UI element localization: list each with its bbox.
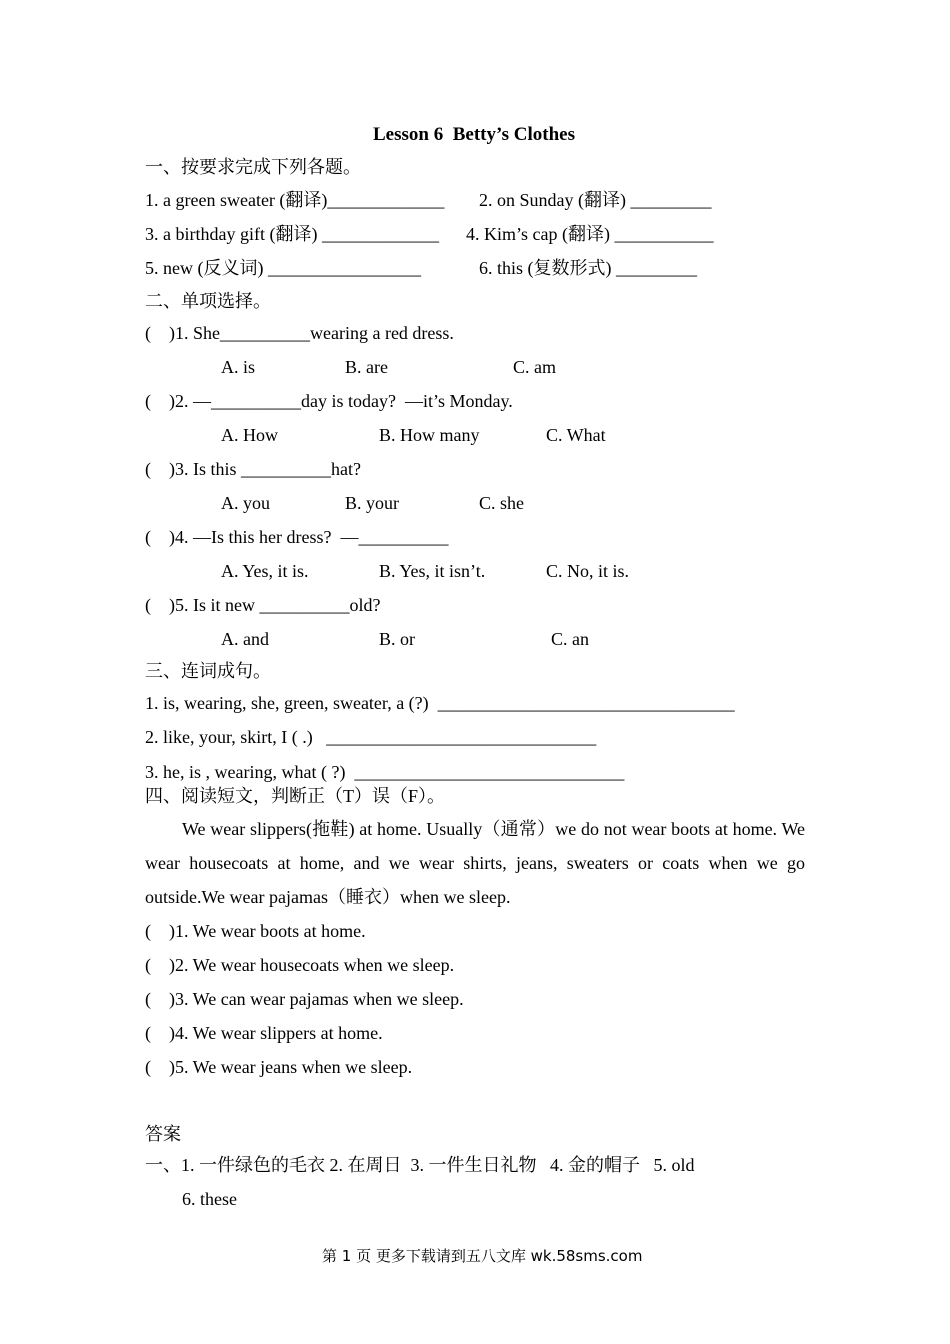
option-a: A. and bbox=[221, 629, 269, 649]
judge-item: ( )3. We can wear pajamas when we sleep. bbox=[145, 989, 464, 1009]
option-c: C. am bbox=[513, 357, 556, 377]
question-stem: ( )5. Is it new __________old? bbox=[145, 595, 381, 615]
reorder-item: 3. he, is , wearing, what ( ?) ______________________________ bbox=[145, 762, 625, 782]
option-b: B. or bbox=[379, 629, 415, 649]
section1-item-4: 4. Kim’s cap (翻译) ___________ bbox=[466, 224, 714, 244]
judge-item: ( )4. We wear slippers at home. bbox=[145, 1023, 383, 1043]
reorder-item: 2. like, your, skirt, I ( .) ______________________________ bbox=[145, 727, 597, 747]
option-b: B. are bbox=[345, 357, 388, 377]
option-b: B. your bbox=[345, 493, 399, 513]
section1-item-3: 3. a birthday gift (翻译) _____________ bbox=[145, 224, 439, 244]
option-a: A. Yes, it is. bbox=[221, 561, 309, 581]
question-stem: ( )2. —__________day is today? —it’s Monday. bbox=[145, 391, 513, 411]
answers-line-1: 一、1. 一件绿色的毛衣 2. 在周日 3. 一件生日礼物 4. 金的帽子 5. old bbox=[145, 1155, 695, 1175]
section4-heading: 四、阅读短文，判断正（T）误（F）。 bbox=[145, 786, 446, 806]
section1-item-1: 1. a green sweater (翻译)_____________ bbox=[145, 190, 445, 210]
section3-heading: 三、连词成句。 bbox=[145, 661, 271, 681]
option-b: B. How many bbox=[379, 425, 480, 445]
reorder-item: 1. is, wearing, she, green, sweater, a (?) _________________________________ bbox=[145, 693, 735, 713]
answers-heading: 答案 bbox=[145, 1124, 181, 1144]
section2-heading: 二、单项选择。 bbox=[145, 291, 271, 311]
question-stem: ( )3. Is this __________hat? bbox=[145, 459, 361, 479]
option-a: A. is bbox=[221, 357, 256, 377]
answers-line-2: 6. these bbox=[182, 1189, 237, 1209]
option-c: C. she bbox=[479, 493, 524, 513]
option-c: C. What bbox=[546, 425, 606, 445]
section1-item-5: 5. new (反义词) _________________ bbox=[145, 258, 421, 278]
judge-item: ( )1. We wear boots at home. bbox=[145, 921, 366, 941]
option-a: A. you bbox=[221, 493, 270, 513]
judge-item: ( )2. We wear housecoats when we sleep. bbox=[145, 955, 455, 975]
option-a: A. How bbox=[221, 425, 278, 445]
section1-item-2: 2. on Sunday (翻译) _________ bbox=[479, 190, 712, 210]
section1-heading: 一、按要求完成下列各题。 bbox=[145, 157, 361, 177]
option-c: C. an bbox=[551, 629, 589, 649]
page-title: Lesson 6 Betty’s Clothes bbox=[373, 124, 575, 145]
page-footer: 第 1 页 更多下载请到五八文库 wk.58sms.com bbox=[322, 1247, 643, 1265]
section1-item-6: 6. this (复数形式) _________ bbox=[479, 258, 697, 278]
question-stem: ( )4. —Is this her dress? —__________ bbox=[145, 527, 449, 547]
question-stem: ( )1. She__________wearing a red dress. bbox=[145, 323, 454, 343]
option-b: B. Yes, it isn’t. bbox=[379, 561, 486, 581]
judge-item: ( )5. We wear jeans when we sleep. bbox=[145, 1057, 413, 1077]
option-c: C. No, it is. bbox=[546, 561, 630, 581]
reading-passage: We wear slippers(拖鞋) at home. Usually（通常）we do not wear boots at home. We wear housecoats at home, and we wear shirts, jeans, sweaters or coats when we go outside.We wear pajamas（睡衣）when we sleep. bbox=[145, 819, 805, 907]
